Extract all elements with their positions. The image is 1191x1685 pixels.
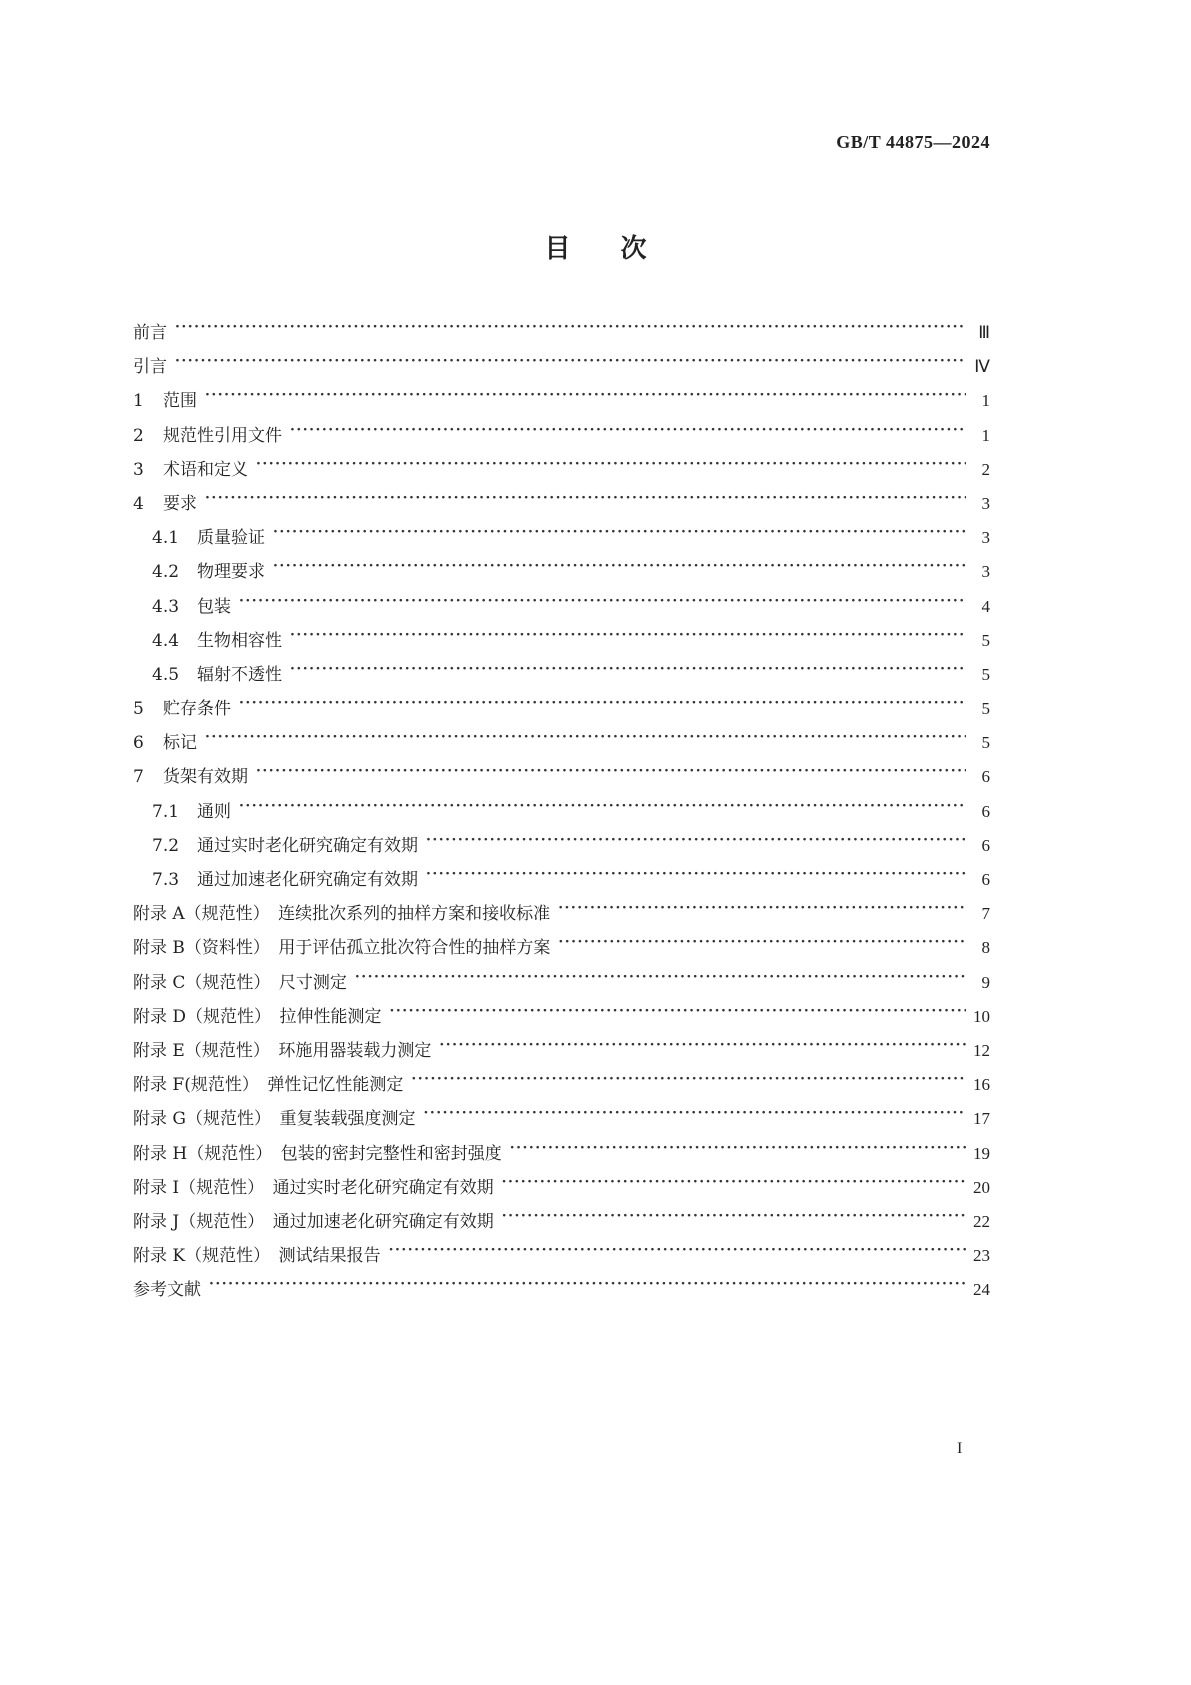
toc-entry[interactable] (133, 421, 990, 455)
toc-entry-number: 7.2 (152, 835, 180, 856)
dot-leader (205, 489, 966, 509)
toc-entry[interactable] (133, 933, 990, 967)
toc-entry-label: 附录 G（规范性） 重复装载强度测定 (133, 1109, 416, 1130)
toc-entry-page: 2 (981, 459, 990, 479)
toc-entry-page: 3 (981, 562, 990, 582)
toc-entry-label: 术语和定义 (163, 459, 248, 480)
toc-entry[interactable] (133, 728, 990, 762)
table-of-contents (133, 318, 990, 1309)
dot-leader (175, 318, 966, 338)
toc-entry-page: 5 (981, 733, 990, 753)
dot-leader (209, 1275, 966, 1295)
toc-entry-page: 6 (981, 801, 990, 821)
toc-entry-label: 通过实时老化研究确定有效期 (197, 835, 418, 856)
toc-entry-page: 5 (981, 630, 990, 650)
page-title: 目次 (544, 234, 697, 264)
toc-entry-page: 1 (981, 425, 990, 445)
toc-entry-label: 辐射不透性 (197, 664, 282, 685)
toc-entry-number: 7.1 (152, 801, 180, 822)
toc-entry[interactable] (133, 1104, 990, 1138)
toc-entry[interactable] (133, 1207, 990, 1241)
toc-entry-label: 附录 K（规范性） 测试结果报告 (133, 1246, 381, 1267)
toc-entry-label: 附录 E（规范性） 环施用器装载力测定 (133, 1040, 432, 1061)
toc-entry[interactable] (133, 592, 990, 626)
dot-leader (558, 899, 966, 919)
dot-leader (205, 728, 966, 748)
toc-entry-number: 4.2 (152, 562, 180, 583)
toc-entry-label: 贮存条件 (163, 699, 231, 720)
toc-entry-page: 12 (973, 1040, 990, 1060)
dot-leader (290, 626, 966, 646)
toc-entry-page: 16 (973, 1075, 990, 1095)
toc-entry-page: 24 (973, 1280, 990, 1300)
toc-entry[interactable] (133, 660, 990, 694)
toc-entry-label: 生物相容性 (197, 630, 282, 651)
toc-entry-label: 附录 I（规范性） 通过实时老化研究确定有效期 (133, 1177, 494, 1198)
toc-entry-label: 通则 (197, 801, 231, 822)
toc-entry-number: 4 (133, 493, 144, 514)
toc-entry-page: 22 (973, 1211, 990, 1231)
toc-entry[interactable] (133, 352, 990, 386)
dot-leader (558, 933, 966, 953)
toc-entry-page: Ⅲ (978, 323, 990, 342)
toc-entry-label: 质量验证 (197, 528, 265, 549)
toc-entry-number: 3 (133, 459, 144, 480)
toc-entry-page: 6 (981, 767, 990, 787)
toc-entry-label: 范围 (163, 391, 197, 412)
toc-entry-number: 7 (133, 767, 144, 788)
dot-leader (390, 1002, 966, 1022)
dot-leader (439, 1036, 966, 1056)
toc-entry-label: 附录 B（资料性） 用于评估孤立批次符合性的抽样方案 (133, 938, 551, 959)
toc-entry-number: 4.1 (152, 528, 180, 549)
dot-leader (256, 762, 966, 782)
standard-number: GB/T 44875—2024 (836, 132, 990, 152)
page-number: I (957, 1440, 963, 1457)
toc-entry[interactable] (133, 1275, 990, 1309)
dot-leader (239, 592, 966, 612)
dot-leader (273, 557, 966, 577)
dot-leader (290, 421, 966, 441)
toc-entry-page: 20 (973, 1177, 990, 1197)
toc-entry-label: 前言 (133, 323, 167, 343)
toc-entry[interactable] (133, 455, 990, 489)
dot-leader (239, 797, 966, 817)
toc-entry[interactable] (133, 831, 990, 865)
toc-entry[interactable] (133, 1036, 990, 1070)
toc-entry-page: 9 (981, 972, 990, 992)
toc-entry[interactable] (133, 489, 990, 523)
toc-entry-number: 4.3 (152, 596, 180, 617)
dot-leader (355, 968, 966, 988)
toc-entry-page: 5 (981, 664, 990, 684)
toc-entry-page: 23 (973, 1246, 990, 1266)
toc-entry-number: 5 (133, 699, 144, 720)
dot-leader (256, 455, 966, 475)
toc-entry-page: 8 (981, 938, 990, 958)
toc-entry-number: 7.3 (152, 870, 180, 890)
toc-entry-label: 货架有效期 (163, 767, 248, 788)
toc-entry-page: Ⅳ (974, 357, 990, 377)
toc-entry-label: 附录 J（规范性） 通过加速老化研究确定有效期 (133, 1211, 494, 1232)
toc-entry-page: 17 (973, 1109, 990, 1129)
toc-entry[interactable] (133, 762, 990, 796)
dot-leader (510, 1139, 966, 1159)
toc-entry[interactable] (133, 1002, 990, 1036)
toc-entry[interactable] (133, 797, 990, 831)
toc-entry-page: 3 (981, 493, 990, 513)
toc-entry[interactable] (133, 968, 990, 1002)
dot-leader (175, 352, 966, 372)
toc-entry-page: 1 (981, 391, 990, 411)
toc-entry[interactable] (133, 386, 990, 420)
toc-entry-label: 通过加速老化研究确定有效期 (197, 870, 418, 890)
dot-leader (290, 660, 966, 680)
toc-entry[interactable] (133, 1070, 990, 1104)
dot-leader (389, 1241, 966, 1261)
toc-entry-page: 7 (981, 904, 990, 924)
dot-leader (426, 831, 966, 851)
dot-leader (502, 1173, 966, 1193)
dot-leader (423, 1104, 966, 1124)
toc-entry-label: 标记 (163, 733, 197, 754)
toc-entry-page: 3 (981, 528, 990, 548)
toc-entry-number: 1 (133, 391, 144, 412)
toc-entry[interactable] (133, 1241, 990, 1275)
toc-entry-page: 4 (981, 596, 990, 616)
toc-entry-label: 附录 C（规范性） 尺寸测定 (133, 972, 347, 993)
toc-entry[interactable] (133, 865, 990, 899)
dot-leader (239, 694, 966, 714)
dot-leader (502, 1207, 966, 1227)
dot-leader (411, 1070, 966, 1090)
toc-entry-page: 5 (981, 699, 990, 719)
toc-entry-label: 参考文献 (133, 1280, 201, 1301)
toc-entry-label: 附录 A（规范性） 连续批次系列的抽样方案和接收标准 (133, 904, 551, 925)
toc-entry-page: 19 (973, 1143, 990, 1163)
toc-entry-page: 6 (981, 870, 990, 889)
toc-entry-page: 10 (973, 1006, 990, 1026)
toc-entry[interactable] (133, 523, 990, 557)
toc-entry-label: 附录 D（规范性） 拉伸性能测定 (133, 1006, 382, 1027)
toc-entry-number: 4.5 (152, 664, 180, 685)
toc-entry[interactable] (133, 557, 990, 591)
toc-entry[interactable] (133, 694, 990, 728)
toc-entry-number: 4.4 (152, 630, 180, 651)
toc-entry[interactable] (133, 626, 990, 660)
toc-entry-label: 规范性引用文件 (163, 425, 282, 446)
toc-entry-label: 包装 (197, 596, 231, 617)
toc-entry[interactable] (133, 899, 990, 933)
toc-entry[interactable] (133, 318, 990, 352)
toc-entry-number: 6 (133, 733, 144, 754)
toc-entry-label: 物理要求 (197, 562, 265, 583)
toc-entry-label: 附录 F(规范性） 弹性记忆性能测定 (133, 1075, 404, 1096)
dot-leader (205, 386, 966, 406)
toc-entry-label: 要求 (163, 493, 197, 514)
dot-leader (273, 523, 966, 543)
toc-entry-label: 附录 H（规范性） 包装的密封完整性和密封强度 (133, 1143, 502, 1164)
toc-entry-page: 6 (981, 835, 990, 855)
toc-entry[interactable] (133, 1139, 990, 1173)
toc-entry-label: 引言 (133, 357, 167, 378)
toc-entry[interactable] (133, 1173, 990, 1207)
dot-leader (426, 865, 966, 885)
toc-entry-number: 2 (133, 425, 144, 446)
